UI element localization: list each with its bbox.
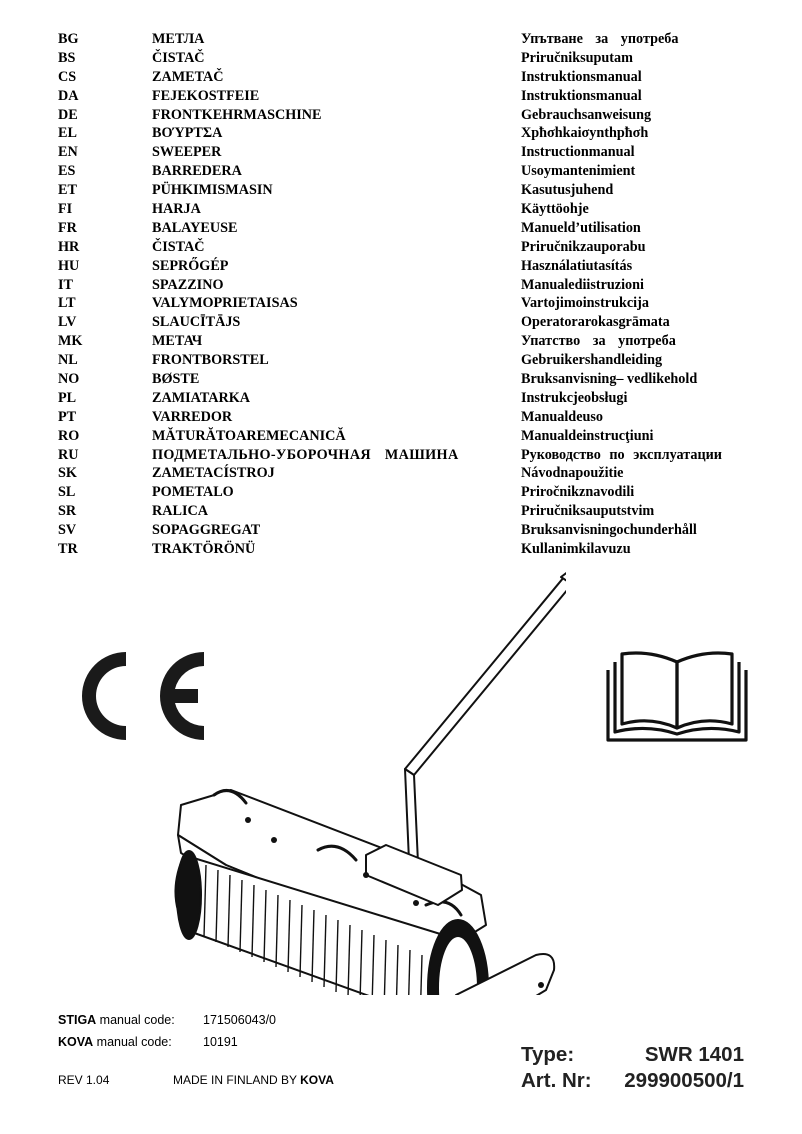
product-name: VALYMOPRIETAISAS: [152, 295, 298, 312]
made-in-brand: KOVA: [300, 1073, 334, 1087]
product-name: BALAYEUSE: [152, 219, 238, 236]
manual-title: Manualdeinstrucţiuni: [521, 427, 654, 444]
product-name: SLAUCĪTĀJS: [152, 314, 241, 331]
language-code: MK: [58, 333, 83, 350]
language-code: SL: [58, 484, 76, 501]
language-code: SR: [58, 503, 77, 520]
product-name: FEJEKOSTFEIE: [152, 87, 260, 104]
open-book-icon: [606, 650, 748, 742]
manual-title: Gebrauchsanweisung: [521, 106, 652, 123]
product-name: ΒΟΎΡΤΣΑ: [152, 125, 223, 142]
product-name: ZAMETACÍSTROJ: [152, 465, 275, 482]
product-name: RALICA: [152, 503, 208, 520]
manual-title: Упътване за употреба: [521, 31, 679, 47]
product-name: ПОДМЕТАЛЬНО-УБОРОЧНАЯ МАШИНА: [152, 446, 459, 463]
language-code: IT: [58, 276, 73, 293]
language-code: DE: [58, 106, 78, 123]
made-in: [173, 1073, 334, 1087]
type-label: Type:: [521, 1043, 575, 1066]
language-code: EL: [58, 125, 77, 142]
manual-title: Operatorarokasgrāmata: [521, 314, 670, 331]
manual-title: Návodnapoužitie: [521, 465, 624, 482]
product-name: SWEEPER: [152, 144, 222, 161]
kova-brand: KOVA: [58, 1035, 94, 1049]
art-label: Art. Nr:: [521, 1069, 592, 1092]
manual-title: Manueld’utilisation: [521, 219, 641, 236]
product-name: TRAKTÖRÖNÜ: [152, 541, 256, 558]
product-name: ČISTAČ: [152, 238, 205, 255]
product-name: SPAZZINO: [152, 276, 224, 293]
product-name: FRONTKEHRMASCHINE: [152, 106, 322, 123]
language-code: PL: [58, 389, 77, 406]
language-code: HU: [58, 257, 80, 274]
manual-title: Priročnikznavodili: [521, 484, 635, 501]
language-code: CS: [58, 68, 77, 85]
language-code: NL: [58, 352, 78, 369]
language-code: ES: [58, 163, 76, 180]
manual-title: Kasutusjuhend: [521, 182, 614, 199]
product-name: BØSTE: [152, 371, 200, 388]
product-name: BARREDERA: [152, 163, 242, 180]
product-name: МЕТАЧ: [152, 333, 203, 350]
manual-title: Bruksanvisning– vedlikehold: [521, 371, 698, 388]
language-code: ET: [58, 182, 77, 199]
manual-title: Instruktionsmanual: [521, 87, 642, 104]
product-name: HARJA: [152, 201, 201, 218]
product-name: МЕТЛА: [152, 31, 205, 47]
product-name: SOPAGGREGAT: [152, 522, 261, 539]
manual-title: Упатство за употреба: [521, 333, 676, 350]
manual-title: Priručniksuputam: [521, 49, 633, 66]
manual-title: Gebruikershandleiding: [521, 352, 663, 369]
product-name: PÜHKIMISMASIN: [152, 182, 273, 199]
language-code: BS: [58, 49, 76, 66]
made-in-prefix: MADE IN FINLAND BY: [173, 1073, 301, 1087]
art-value: 299900500/1: [624, 1069, 744, 1092]
product-name: SEPRŐGÉP: [152, 257, 229, 274]
product-name: ZAMETAČ: [152, 68, 224, 85]
type-value: SWR 1401: [644, 1043, 744, 1066]
manual-title: Instructionmanual: [521, 144, 635, 161]
manual-title: Manualediistruzioni: [521, 276, 644, 293]
language-code: FI: [58, 201, 73, 218]
art-row: [518, 1068, 748, 1094]
stiga-code-label: manual code:: [96, 1013, 175, 1027]
manual-title: Instruktionsmanual: [521, 68, 642, 85]
language-code: EN: [58, 144, 78, 161]
language-code: SK: [58, 465, 77, 482]
product-name: MĂTURĂTOAREMECANICĂ: [152, 427, 346, 444]
manual-title: Usoymantenimient: [521, 163, 636, 180]
language-code: PT: [58, 408, 77, 425]
manual-title: Manualdeuso: [521, 408, 603, 425]
stiga-brand: STIGA: [58, 1013, 97, 1027]
footer: [58, 1073, 334, 1087]
stiga-code-row: [58, 1012, 276, 1034]
type-row: [518, 1042, 748, 1068]
product-name: POMETALO: [152, 484, 234, 501]
manual-title: Bruksanvisningochunderhåll: [521, 522, 697, 539]
manual-title: Priručnikzauporabu: [521, 238, 646, 255]
revision: REV 1.04: [58, 1073, 110, 1087]
language-code: LT: [58, 295, 76, 312]
language-code: NO: [58, 371, 80, 388]
language-code: RO: [58, 427, 80, 444]
manual-title: Kullanimkilavuzu: [521, 541, 631, 558]
manual-title: Руководство по эксплуатации: [521, 446, 722, 463]
product-name: FRONTBORSTEL: [152, 352, 269, 369]
kova-code-label: manual code:: [93, 1035, 172, 1049]
manual-title: Használatiutasítás: [521, 257, 633, 274]
manual-title: Instrukcjeobsługi: [521, 389, 628, 406]
language-code: RU: [58, 446, 79, 463]
language-code: HR: [58, 238, 80, 255]
language-code: FR: [58, 219, 77, 236]
language-code: TR: [58, 541, 78, 558]
language-code: BG: [58, 31, 79, 47]
product-info: [518, 1042, 748, 1094]
manual-title: Käyttöohje: [521, 201, 589, 218]
manual-title: Vartojimoinstrukcija: [521, 295, 649, 312]
manual-title: Xpħσhkaiσynthpħσh: [521, 125, 649, 142]
language-code: LV: [58, 314, 77, 331]
language-code: SV: [58, 522, 77, 539]
manual-title: Priručniksauputstvim: [521, 503, 655, 520]
sweeper-illustration: [66, 565, 566, 995]
product-name: ČISTAČ: [152, 49, 205, 66]
stiga-code-value: 171506043/0: [203, 1013, 276, 1027]
product-name: ZAMIATARKA: [152, 389, 250, 406]
kova-code-value: 10191: [203, 1035, 238, 1049]
language-code: DA: [58, 87, 79, 104]
product-name: VARREDOR: [152, 408, 233, 425]
kova-code-row: [58, 1034, 238, 1056]
manual-codes: [58, 1012, 276, 1056]
